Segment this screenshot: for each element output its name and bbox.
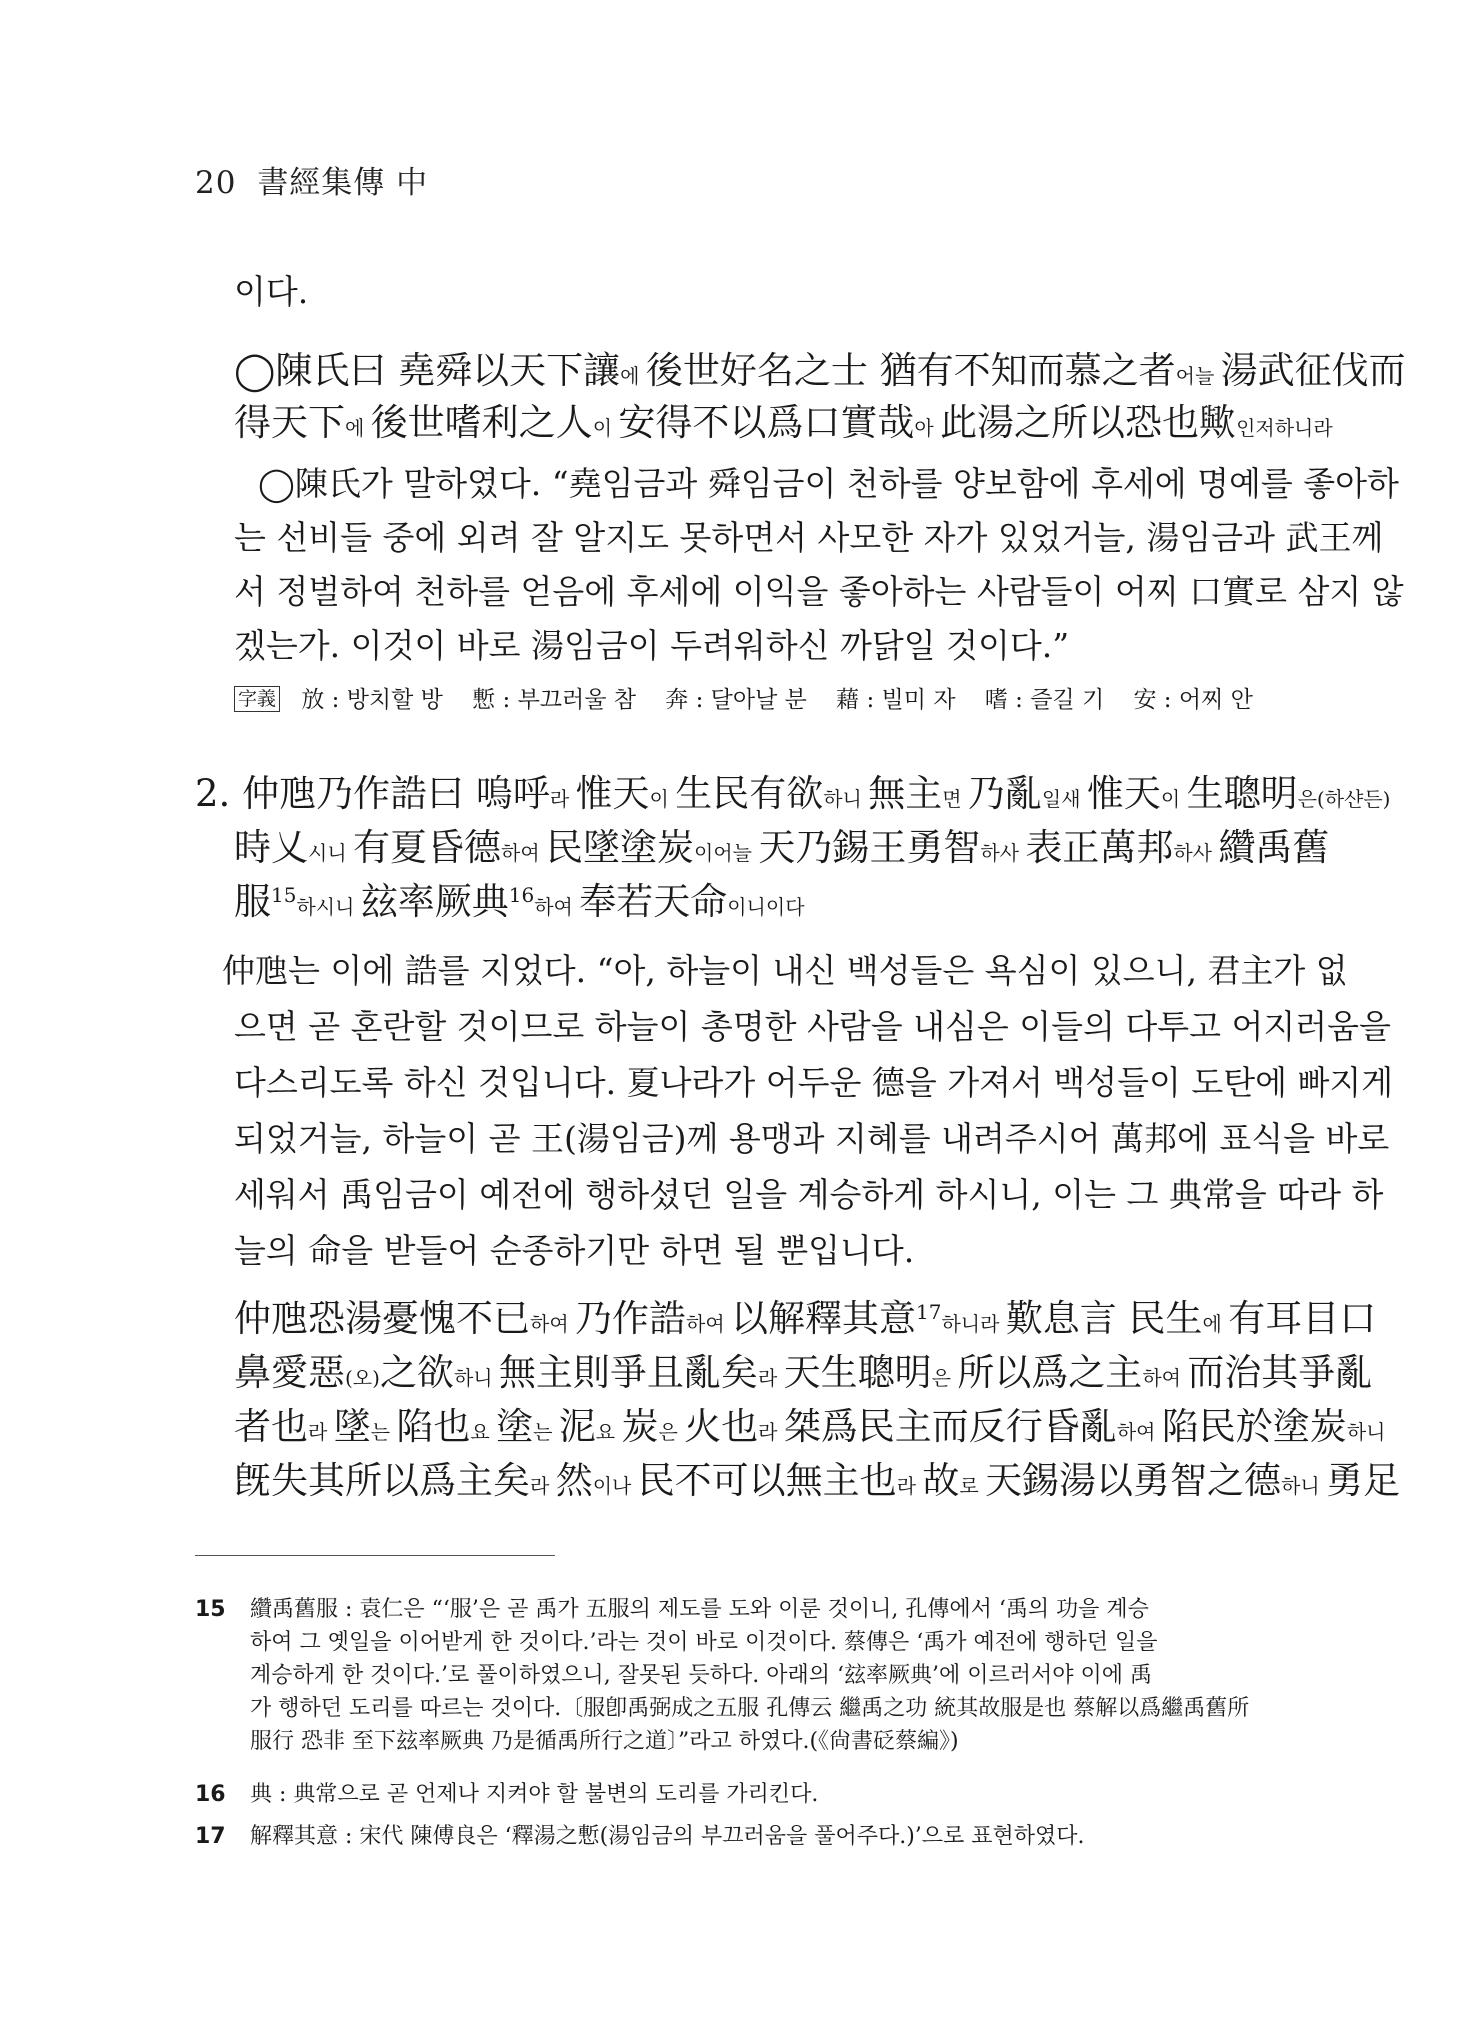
- footnote-number: 15: [195, 1597, 226, 1622]
- classical-text: 之欲: [379, 1351, 454, 1394]
- footnote-16: [195, 1778, 1305, 1811]
- particle-text: 이: [649, 787, 676, 811]
- footnote-line: 계승하게 한 것이다.’로 풀이하였으니, 잘못된 듯하다. 아래의 ‘玆率厥典’에 이르러서야 이에 禹: [250, 1663, 1152, 1688]
- glossary-tag: 字義: [234, 686, 280, 712]
- running-header: [195, 157, 428, 202]
- particle-text: 라: [530, 1474, 556, 1498]
- verse-2-translation-line: 다스리도록 하신 것입니다. 夏나라가 어두운 德을 가져서 백성들이 도탄에 빠지게: [234, 1063, 1394, 1102]
- particle-text: 아: [914, 416, 941, 440]
- particle-text: 에: [620, 364, 646, 388]
- classical-text: 所以爲之主: [957, 1351, 1143, 1394]
- classical-text: 有耳目口: [1228, 1297, 1377, 1340]
- particle-text: 라: [758, 1420, 784, 1444]
- chen-translation-line: 겠는가. 이것이 바로 湯임금이 두려워하신 까닭일 것이다.”: [234, 626, 1070, 665]
- footnote-ref: 15: [271, 883, 297, 907]
- commentary-line-3: [234, 1401, 1386, 1458]
- classical-text: 無主: [868, 772, 943, 815]
- footnote-ref: 16: [508, 883, 535, 907]
- verse-2-translation-line: 仲虺는 이에 誥를 지었다. “아, 하늘이 내신 백성들은 욕심이 있으니, 君主가 없: [222, 951, 1348, 990]
- glossary-item: 嗜 : 즐길 기: [984, 687, 1105, 713]
- classical-text: 勇足: [1326, 1459, 1401, 1502]
- chen-translation-line: 는 선비들 중에 외려 잘 알지도 못하면서 사모한 자가 있었거늘, 湯임금과 武王께: [234, 518, 1384, 557]
- classical-text: 火也: [684, 1405, 759, 1448]
- particle-text: 라: [308, 1420, 334, 1444]
- footnote-line: 하여 그 옛일을 이어받게 한 것이다.’라는 것이 바로 이것이다. 蔡傳은 ‘禹가 예전에 행하던 일을: [250, 1630, 1158, 1655]
- particle-text: 은(하샨든): [1297, 787, 1391, 811]
- footnote-17: [195, 1820, 1305, 1853]
- particle-text: 어늘: [1175, 364, 1221, 388]
- classical-text: 天生聰明: [783, 1351, 932, 1394]
- book-title: 書經集傳 中: [257, 165, 429, 201]
- classical-text: 墜: [333, 1405, 371, 1448]
- footnote-15: [195, 1593, 1305, 1758]
- commentary-line-2: [234, 1347, 1373, 1404]
- classical-text: 故: [922, 1459, 960, 1502]
- verse-2-translation-line: 되었거늘, 하늘이 곧 王(湯임금)께 용맹과 지혜를 내려주시어 萬邦에 표식을 바로: [234, 1119, 1390, 1158]
- classical-text: ◯陳氏曰 堯舜以天下讓: [234, 349, 621, 392]
- particle-text: 요: [470, 1420, 497, 1444]
- glossary-item: 慙 : 부끄러울 참: [472, 687, 636, 713]
- particle-text: 하여: [686, 1312, 731, 1336]
- chen-commentary-line-2: [234, 397, 1333, 454]
- classical-text: 民墜塗炭: [546, 826, 694, 869]
- verse-2-translation-line: 세워서 禹임금이 예전에 행하셨던 일을 계승하게 하시니, 이는 그 典常을 따라 하: [234, 1175, 1384, 1214]
- verse-2-translation-line: 늘의 命을 받들어 순종하기만 하면 될 뿐입니다.: [234, 1231, 915, 1270]
- particle-text: 하니: [1281, 1474, 1327, 1498]
- classical-text: 乃作誥: [575, 1297, 686, 1340]
- classical-text: 而治其爭亂: [1187, 1351, 1373, 1394]
- footnote-divider: [195, 1555, 555, 1556]
- classical-text: 奉若天命: [579, 880, 728, 923]
- classical-text: 鼻愛惡: [234, 1351, 345, 1394]
- footnote-line: 纘禹舊服 : 袁仁은 “‘服’은 곧 禹가 五服의 제도를 도와 이룬 것이니, 孔傳에서 ‘禹의 功을 계승: [250, 1597, 1149, 1622]
- glossary-item: 放 : 방치할 방: [301, 687, 443, 713]
- particle-text: 하사: [980, 841, 1026, 865]
- glossary-item: 奔 : 달아날 분: [665, 687, 807, 713]
- classical-text: 民不可以無主也: [637, 1459, 897, 1502]
- classical-text: 然: [555, 1459, 593, 1502]
- classical-text: 後世好名之士 猶有不知而慕之者: [645, 349, 1176, 392]
- particle-text: 이: [592, 416, 619, 440]
- classical-text: 以解釋其意: [731, 1297, 916, 1340]
- particle-text: 요: [595, 1420, 622, 1444]
- commentary-line-4: [234, 1455, 1401, 1512]
- particle-text: 는: [533, 1420, 559, 1444]
- commentary-line-1: [234, 1293, 1377, 1350]
- footnote-number: 16: [195, 1782, 226, 1807]
- classical-text: 生民有欲: [675, 772, 824, 815]
- classical-text: 仲虺恐湯憂愧不已: [234, 1297, 530, 1340]
- classical-text: 惟天: [575, 772, 650, 815]
- classical-text: 塗: [496, 1405, 534, 1448]
- particle-text: 이나: [592, 1474, 638, 1498]
- chen-translation-line: 서 정벌하여 천하를 얻음에 후세에 이익을 좋아하는 사람들이 어찌 口實로 삼지 않: [234, 572, 1404, 611]
- particle-text: 하시니: [296, 895, 361, 919]
- verse-2-line-2: [234, 822, 1330, 879]
- particle-text: 이니이다: [727, 895, 805, 919]
- classical-text: 安得不以爲口實哉: [618, 401, 915, 444]
- classical-text: 桀爲民主而反行昏亂: [783, 1405, 1117, 1448]
- classical-text: 後世嗜利之人: [370, 401, 593, 444]
- particle-text: 일새: [1041, 787, 1087, 811]
- particle-text: 하여: [1142, 1366, 1188, 1390]
- classical-text: 陷民於塗炭: [1161, 1405, 1347, 1448]
- previous-paragraph-tail: 이다.: [234, 272, 309, 311]
- footnote-number: 17: [195, 1824, 226, 1849]
- classical-text: 表正萬邦: [1025, 826, 1174, 869]
- chen-commentary-line-1: [234, 345, 1406, 402]
- classical-text: 得天下: [234, 401, 345, 444]
- classical-text: 者也: [234, 1405, 308, 1448]
- particle-text: 에: [1202, 1312, 1229, 1336]
- glossary-row: [234, 680, 1275, 720]
- classical-text: 纘禹舊: [1218, 826, 1330, 869]
- particle-text: 라: [896, 1474, 923, 1498]
- particle-text: 면: [942, 787, 968, 811]
- classical-text: 時乂: [234, 826, 308, 869]
- particle-text: 라: [757, 1366, 784, 1390]
- particle-text: 라: [549, 787, 576, 811]
- particle-text: 하니라: [941, 1312, 1006, 1336]
- particle-text: 이: [1160, 787, 1187, 811]
- particle-text: 인저하니라: [1236, 416, 1333, 440]
- particle-text: (오): [345, 1366, 380, 1390]
- classical-text: 天錫湯以勇智之德: [985, 1459, 1282, 1502]
- classical-text: 2. 仲虺乃作誥曰 嗚呼: [195, 772, 550, 815]
- footnote-ref: 17: [916, 1300, 942, 1324]
- particle-text: 에: [345, 416, 371, 440]
- particle-text: 은: [658, 1420, 685, 1444]
- classical-text: 玆率厥典: [360, 880, 509, 923]
- particle-text: 하여: [1116, 1420, 1162, 1444]
- particle-text: 는: [370, 1420, 397, 1444]
- verse-2-line-1: [195, 768, 1391, 825]
- particle-text: 하여: [534, 895, 580, 919]
- verse-2-line-3: [234, 876, 1299, 933]
- glossary-item: 安 : 어찌 안: [1133, 687, 1253, 713]
- particle-text: 이어늘: [694, 841, 759, 865]
- footnote-line: 解釋其意 : 宋代 陳傅良은 ‘釋湯之慙(湯임금의 부끄러움을 풀어주다.)’으로 표현하였다.: [250, 1824, 1085, 1849]
- classical-text: 乃亂: [967, 772, 1042, 815]
- classical-text: 此湯之所以恐也歟: [940, 401, 1237, 444]
- footnote-line: 가 행하던 도리를 따르는 것이다.〔服卽禹弼成之五服 孔傳云 繼禹之功 統其故服是也 蔡解以爲繼禹舊所: [250, 1696, 1250, 1721]
- particle-text: 시니: [308, 841, 353, 865]
- classical-text: 陷也: [396, 1405, 471, 1448]
- particle-text: 로: [959, 1474, 986, 1498]
- classical-text: 湯武征伐而: [1220, 349, 1406, 392]
- particle-text: 하니: [1346, 1420, 1386, 1444]
- classical-text: 歎息言 民生: [1005, 1297, 1203, 1340]
- classical-text: 服: [234, 880, 271, 923]
- chen-translation-line: ◯陳氏가 말하였다. “堯임금과 舜임금이 천하를 양보함에 후세에 명예를 좋아하: [258, 464, 1399, 503]
- page-number: 20: [195, 165, 237, 201]
- classical-text: 惟天: [1086, 772, 1161, 815]
- particle-text: 하니: [453, 1366, 499, 1390]
- footnote-line: 典 : 典常으로 곧 언제나 지켜야 할 불변의 도리를 가리킨다.: [250, 1782, 819, 1807]
- glossary-item: 藉 : 빌미 자: [836, 687, 956, 713]
- particle-text: 은: [931, 1366, 958, 1390]
- particle-text: 하여: [530, 1312, 575, 1336]
- classical-text: 有夏昏德: [353, 826, 501, 869]
- verse-2-translation-line: 으면 곧 혼란할 것이므로 하늘이 총명한 사람을 내심은 이들의 다투고 어지러움을: [234, 1007, 1391, 1046]
- particle-text: 하사: [1173, 841, 1219, 865]
- classical-text: 天乃錫王勇智: [758, 826, 981, 869]
- classical-text: 生聰明: [1186, 772, 1298, 815]
- particle-text: 하여: [501, 841, 546, 865]
- classical-text: 旣失其所以爲主矣: [234, 1459, 530, 1502]
- classical-text: 炭: [621, 1405, 659, 1448]
- particle-text: 하니: [823, 787, 869, 811]
- classical-text: 無主則爭且亂矣: [498, 1351, 758, 1394]
- classical-text: 泥: [558, 1405, 596, 1448]
- footnote-line: 服行 恐非 至下玆率厥典 乃是循禹所行之道〕”라고 하였다.(《尙書砭蔡編》): [250, 1729, 959, 1754]
